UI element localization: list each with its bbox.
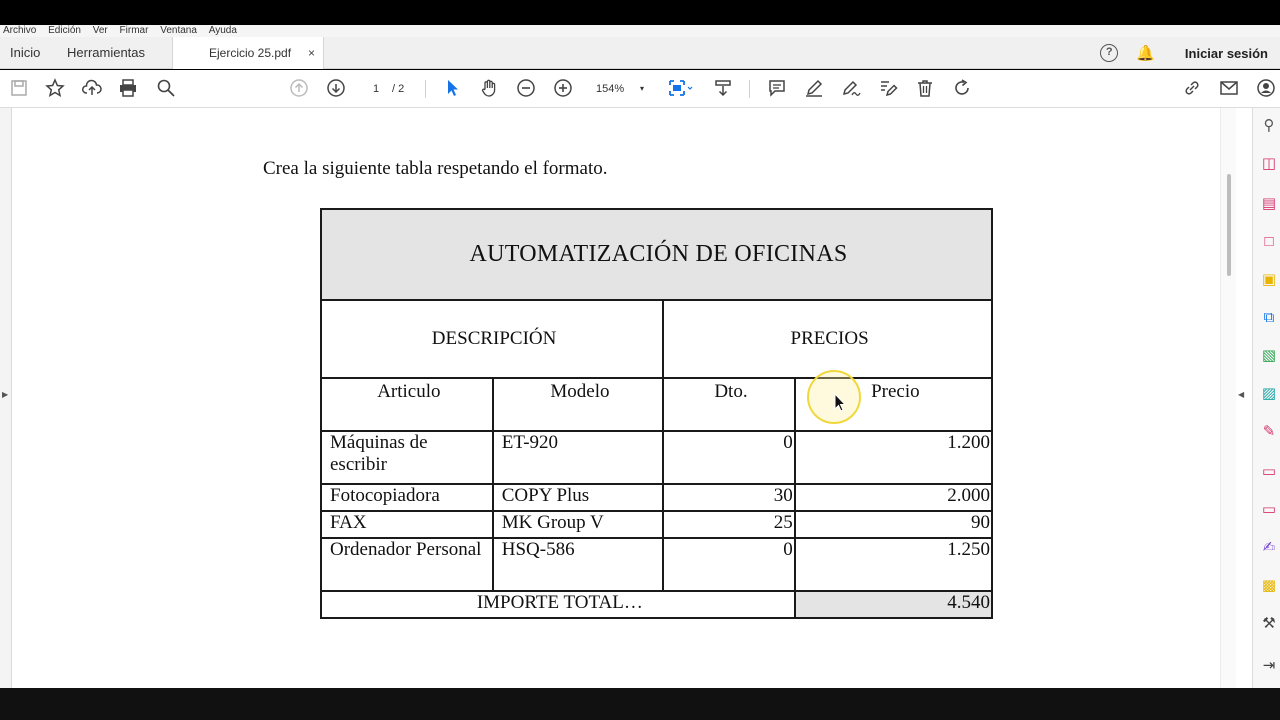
search-icon[interactable] bbox=[155, 78, 177, 100]
bottom-black-bar bbox=[0, 688, 1280, 720]
scrollbar-thumb[interactable] bbox=[1227, 174, 1231, 276]
save-icon[interactable] bbox=[8, 78, 30, 100]
cell-dto: 0 bbox=[663, 431, 795, 484]
total-label: IMPORTE TOTAL… bbox=[321, 591, 795, 618]
menu-firmar[interactable]: Firmar bbox=[119, 25, 149, 36]
page-number-input[interactable]: 1 bbox=[372, 83, 380, 95]
tools-icon[interactable]: ⚒ bbox=[1262, 615, 1276, 632]
cell-dto: 25 bbox=[663, 511, 795, 538]
zoom-select[interactable] bbox=[588, 78, 648, 100]
zoom-tool-icon[interactable]: ⚲ bbox=[1263, 117, 1275, 134]
pen-icon[interactable] bbox=[803, 78, 825, 100]
request-sign-icon[interactable]: ✍ bbox=[1262, 539, 1276, 556]
edit-icon[interactable] bbox=[877, 78, 899, 100]
tab-herramientas[interactable]: Herramientas bbox=[67, 45, 146, 60]
zoom-in-icon[interactable] bbox=[552, 78, 574, 100]
page-down-icon[interactable] bbox=[325, 78, 347, 100]
menu-edicion[interactable]: Edición bbox=[48, 25, 81, 36]
cell-precio: 2.000 bbox=[795, 484, 992, 511]
page-up-icon[interactable] bbox=[288, 78, 310, 100]
close-tab-icon[interactable]: × bbox=[307, 46, 315, 60]
group-header-descripcion: DESCRIPCIÓN bbox=[321, 300, 663, 378]
help-icon[interactable]: ? bbox=[1100, 44, 1118, 62]
cell-modelo: MK Group V bbox=[493, 511, 663, 538]
table-row bbox=[321, 511, 992, 538]
cell-articulo: FAX bbox=[321, 511, 493, 538]
comment-tool-icon[interactable]: ▣ bbox=[1261, 271, 1277, 288]
compress-icon[interactable]: ▧ bbox=[1261, 347, 1277, 364]
collapse-right-icon[interactable]: ◀ bbox=[1238, 390, 1245, 399]
share-link-icon[interactable] bbox=[1181, 78, 1203, 100]
group-header-precios: PRECIOS bbox=[663, 300, 992, 378]
cell-articulo: Fotocopiadora bbox=[321, 484, 493, 511]
tab-inicio[interactable]: Inicio bbox=[10, 45, 41, 60]
menu-ventana[interactable]: Ventana bbox=[160, 25, 197, 36]
cell-dto: 0 bbox=[663, 538, 795, 591]
scan-icon[interactable]: ▨ bbox=[1261, 385, 1277, 402]
comment-icon[interactable] bbox=[766, 78, 788, 100]
edit-pdf-icon[interactable]: ▭ bbox=[1261, 463, 1277, 480]
signin-button[interactable]: Iniciar sesión bbox=[1184, 45, 1268, 61]
page-total: / 2 bbox=[392, 83, 405, 95]
cell-precio: 90 bbox=[795, 511, 992, 538]
protect-icon[interactable]: ▭ bbox=[1261, 501, 1277, 518]
cell-modelo: HSQ-586 bbox=[493, 538, 663, 591]
header-actions bbox=[1100, 37, 1268, 69]
menu-ayuda[interactable]: Ayuda bbox=[208, 25, 237, 36]
column-header-articulo: Articulo bbox=[321, 378, 493, 431]
export-pdf-icon[interactable]: □ bbox=[1264, 233, 1274, 250]
cell-precio: 1.250 bbox=[795, 538, 992, 591]
column-header-dto: Dto. bbox=[663, 378, 795, 431]
mail-icon[interactable] bbox=[1218, 78, 1240, 100]
mouse-pointer-icon bbox=[834, 393, 848, 413]
total-row bbox=[321, 591, 992, 618]
toolbar-divider bbox=[749, 80, 750, 98]
menu-bar bbox=[0, 25, 1280, 37]
toolbar-divider bbox=[425, 80, 426, 98]
document-tab-label: Ejercicio 25.pdf bbox=[209, 46, 292, 60]
top-black-bar bbox=[0, 0, 1280, 25]
tab-document[interactable] bbox=[172, 37, 324, 69]
rotate-icon[interactable] bbox=[951, 78, 973, 100]
tab-bar bbox=[0, 37, 1280, 69]
column-header-modelo: Modelo bbox=[493, 378, 663, 431]
create-pdf-icon[interactable]: ◫ bbox=[1261, 155, 1277, 172]
zoom-out-icon[interactable] bbox=[515, 78, 537, 100]
hand-icon[interactable] bbox=[478, 78, 500, 100]
zoom-value: 154% bbox=[596, 83, 625, 95]
more-tools-icon[interactable]: ▩ bbox=[1261, 577, 1277, 594]
account-icon[interactable] bbox=[1255, 78, 1277, 100]
column-header-precio: Precio bbox=[795, 378, 992, 431]
total-value: 4.540 bbox=[795, 591, 992, 618]
toolbar bbox=[0, 70, 1280, 108]
vertical-scrollbar[interactable] bbox=[1220, 108, 1236, 688]
cell-articulo: Ordenador Personal bbox=[321, 538, 493, 591]
scroll-mode-icon[interactable] bbox=[712, 78, 734, 100]
menu-ver[interactable]: Ver bbox=[92, 25, 108, 36]
cell-modelo: COPY Plus bbox=[493, 484, 663, 511]
instruction-text: Crea la siguiente tabla respetando el formato. bbox=[263, 158, 608, 179]
expand-left-icon[interactable]: ▶ bbox=[2, 390, 9, 399]
fit-page-icon[interactable] bbox=[666, 78, 696, 100]
menu-archivo[interactable]: Archivo bbox=[3, 25, 37, 36]
table-row bbox=[321, 431, 992, 484]
fill-sign-icon[interactable]: ✎ bbox=[1262, 423, 1276, 440]
table-row bbox=[321, 484, 992, 511]
office-table bbox=[320, 208, 993, 619]
combine-icon[interactable]: ⧉ bbox=[1263, 309, 1275, 326]
bell-icon[interactable]: 🔔 bbox=[1136, 45, 1155, 62]
sign-icon[interactable] bbox=[840, 78, 862, 100]
upload-cloud-icon[interactable] bbox=[81, 78, 103, 100]
right-tools-panel bbox=[1252, 108, 1280, 688]
collapse-icon[interactable]: ⇥ bbox=[1262, 657, 1276, 674]
organize-icon[interactable]: ▤ bbox=[1261, 195, 1277, 212]
star-icon[interactable] bbox=[44, 78, 66, 100]
print-icon[interactable] bbox=[117, 78, 139, 100]
cell-dto: 30 bbox=[663, 484, 795, 511]
table-title: AUTOMATIZACIÓN DE OFICINAS bbox=[321, 209, 992, 300]
cell-precio: 1.200 bbox=[795, 431, 992, 484]
left-panel-toggle[interactable] bbox=[0, 108, 12, 688]
delete-icon[interactable] bbox=[914, 78, 936, 100]
table-row bbox=[321, 538, 992, 591]
select-arrow-icon[interactable] bbox=[441, 78, 463, 100]
cell-articulo: Máquinas de escribir bbox=[321, 431, 493, 484]
cell-modelo: ET-920 bbox=[493, 431, 663, 484]
chevron-down-icon: ▾ bbox=[639, 84, 644, 93]
